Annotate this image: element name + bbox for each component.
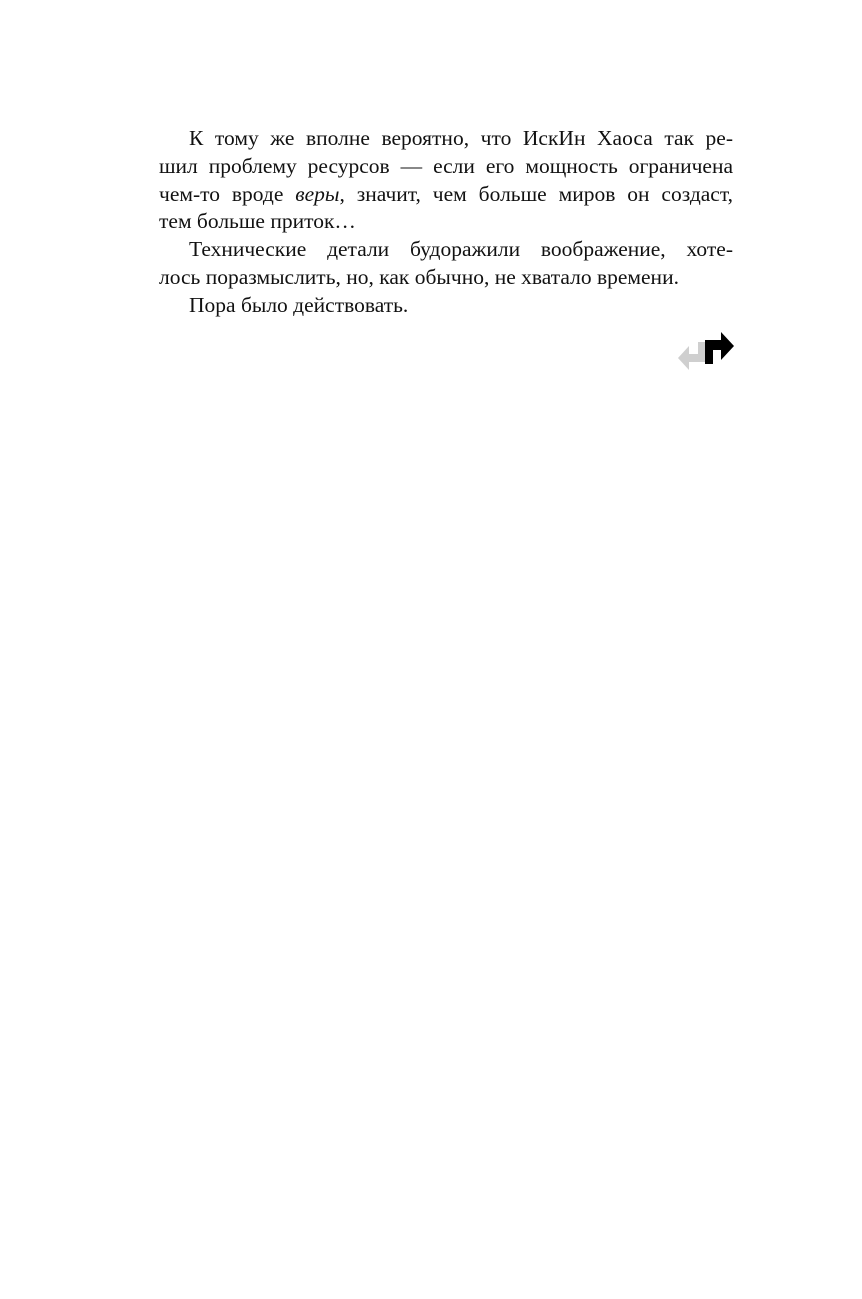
text-segment: чем-то вроде (159, 181, 296, 206)
text-segment: К тому же вполне вероятно, что ИскИн Хаоса так ре- (189, 126, 733, 150)
text-segment: тем больше приток… (159, 209, 356, 234)
text-segment: , значит, чем больше миров он создаст, (339, 181, 733, 206)
text-line (159, 208, 733, 236)
page-navigation (676, 330, 736, 376)
text-segment: лось поразмыслить, но, как обычно, не хватало времени. (159, 264, 679, 289)
text-line (159, 153, 733, 181)
paragraph-3 (159, 292, 733, 320)
text-line (159, 236, 733, 264)
text-line (159, 125, 733, 153)
text-segment: Технические детали будоражили воображение, хоте- (189, 237, 733, 262)
text-line (159, 292, 733, 320)
italic-word: веры (295, 181, 340, 206)
page-text (159, 125, 733, 320)
paragraph-1 (159, 125, 733, 236)
forward-turn-arrow-icon[interactable] (702, 330, 736, 366)
text-segment: Пора было действовать. (189, 292, 409, 317)
text-line (159, 181, 733, 209)
paragraph-2 (159, 236, 733, 292)
text-segment: шил проблему ресурсов — если его мощность ограничена (159, 153, 733, 178)
text-line (159, 264, 733, 292)
